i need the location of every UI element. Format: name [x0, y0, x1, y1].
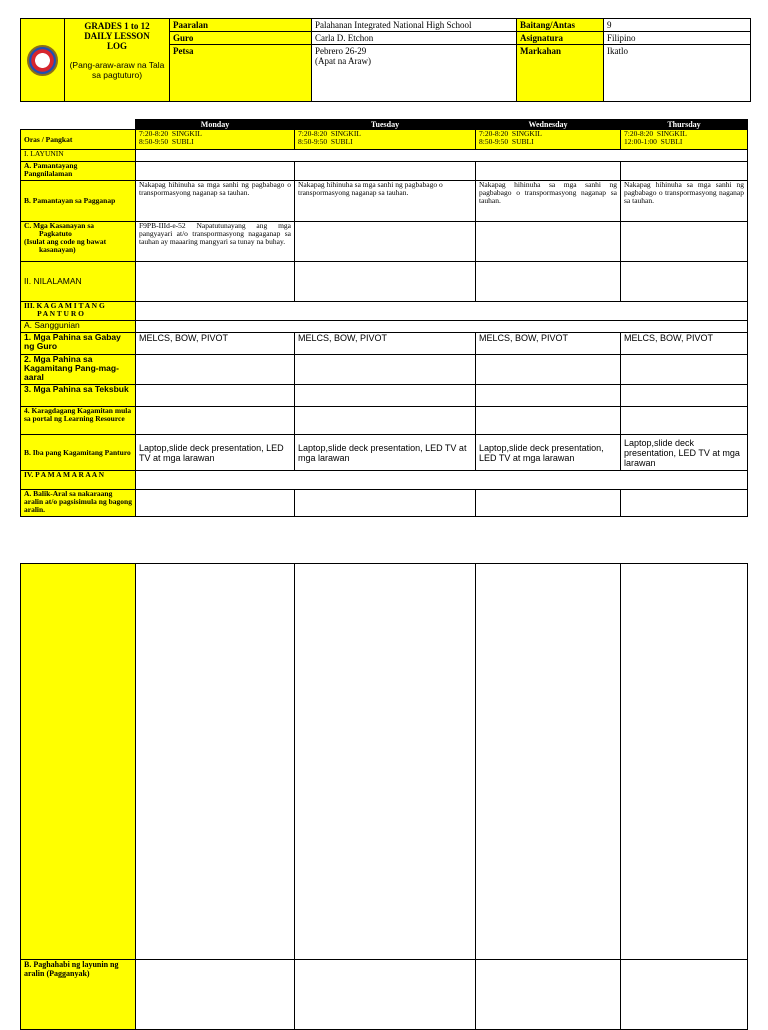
petsa-label: Petsa: [170, 45, 312, 102]
gabay-wednesday: MELCS, BOW, PIVOT: [476, 333, 621, 355]
gabay-monday: MELCS, BOW, PIVOT: [136, 333, 295, 355]
ibapang-label: B. Iba pang Kagamitang Panturo: [21, 435, 136, 471]
pagganap-thursday: Nakapag hihinuha sa mga sanhi ng pagbabago o transpormasyong naganap sa tauhan.: [621, 181, 748, 222]
asignatura-value: Filipino: [604, 32, 751, 45]
petsa-value: Pebrero 26-29 (Apat na Araw): [312, 45, 517, 102]
nilalaman-heading: II. NILALAMAN: [21, 262, 136, 302]
day-header-wednesday: Wednesday: [476, 120, 621, 130]
ibapang-monday: Laptop,slide deck presentation, LED TV at mga larawan: [136, 435, 295, 471]
karagdagang-label: 4. Karagdagang Kagamitan mula sa portal ng Learning Resource: [21, 407, 136, 435]
sanggunian-label: A. Sanggunian: [21, 321, 136, 333]
day-header-monday: Monday: [136, 120, 295, 130]
oras-thursday: 7:20-8:20 SINGKIL 12:00-1:00 SUBLI: [621, 130, 748, 150]
logo-cell: [21, 19, 65, 102]
dll-title: GRADES 1 to 12 DAILY LESSON LOG: [84, 21, 150, 51]
day-header-thursday: Thursday: [621, 120, 748, 130]
baitang-value: 9: [604, 19, 751, 32]
balikaral-label: A. Balik-Aral sa nakaraang aralin at/o pagsisimula ng bagong aralin.: [21, 490, 136, 517]
kasanayan-label: C. Mga Kasanayan sa Pagkatuto (Isulat ang code ng bawat kasanayan): [21, 222, 136, 262]
oras-wednesday: 7:20-8:20 SINGKIL 8:50-9:50 SUBLI: [476, 130, 621, 150]
guro-label: Guro: [170, 32, 312, 45]
gabay-tuesday: MELCS, BOW, PIVOT: [295, 333, 476, 355]
ibapang-tuesday: Laptop,slide deck presentation, LED TV at mga larawan: [295, 435, 476, 471]
oras-label: Oras / Pangkat: [21, 130, 136, 150]
gabay-label: 1. Mga Pahina sa Gabay ng Guro: [21, 333, 136, 355]
dll-subtitle: (Pang-araw-araw na Tala sa pagtuturo): [69, 60, 165, 80]
deped-seal-icon: [27, 45, 58, 76]
day-header-tuesday: Tuesday: [295, 120, 476, 130]
gabay-thursday: MELCS, BOW, PIVOT: [621, 333, 748, 355]
layunin-heading: I. LAYUNIN: [21, 150, 136, 162]
continuation-table: [20, 563, 748, 1030]
header-table: [20, 18, 751, 102]
markahan-label: Markahan: [517, 45, 604, 102]
pamantayang-label: A. Pamantayang Pangnilalaman: [21, 162, 136, 181]
baitang-label: Baitang/Antas: [517, 19, 604, 32]
pagganap-label: B. Pamantayan sa Pagganap: [21, 181, 136, 222]
kagamitan-label: 2. Mga Pahina sa Kagamitang Pang-mag-aaral: [21, 355, 136, 385]
paaralan-value: Palahanan Integrated National High School: [312, 19, 517, 32]
kagamitang-heading: III. K A G A M I T A N G P A N T U R O: [21, 302, 136, 321]
dll-title-cell: [65, 19, 170, 102]
oras-monday: 7:20-8:20 SINGKIL 8:50-9:50 SUBLI: [136, 130, 295, 150]
lesson-log-table: [20, 119, 748, 517]
pamamaraan-heading: IV. P A M A M A R A A N: [21, 471, 136, 490]
pagganap-tuesday: Nakapag hihinuha sa mga sanhi ng pagbabago o transpormasyong naganap sa tauhan.: [295, 181, 476, 222]
ibapang-wednesday: Laptop,slide deck presentation, LED TV at mga larawan: [476, 435, 621, 471]
ibapang-thursday: Laptop,slide deck presentation, LED TV at mga larawan: [621, 435, 748, 471]
paghahabi-label: B. Paghahabi ng layunin ng aralin (Pagganyak): [21, 960, 136, 1030]
pagganap-wednesday: Nakapag hihinuha sa mga sanhi ng pagbabago o transpormasyong naganap sa tauhan.: [476, 181, 621, 222]
oras-tuesday: 7:20-8:20 SINGKIL 8:50-9:50 SUBLI: [295, 130, 476, 150]
teksbuk-label: 3. Mga Pahina sa Teksbuk: [21, 385, 136, 407]
markahan-value: Ikatlo: [604, 45, 751, 102]
kasanayan-monday: F9PB-IIId-e-52 Napatutunayang ang mga pangyayari at/o transpormasyong nagaganap sa tauhan ay maaaring mangyari sa tunay na buhay.: [136, 222, 295, 262]
pagganap-monday: Nakapag hihinuha sa mga sanhi ng pagbabago o transpormasyong naganap sa tauhan.: [136, 181, 295, 222]
paaralan-label: Paaralan: [170, 19, 312, 32]
guro-value: Carla D. Etchon: [312, 32, 517, 45]
asignatura-label: Asignatura: [517, 32, 604, 45]
